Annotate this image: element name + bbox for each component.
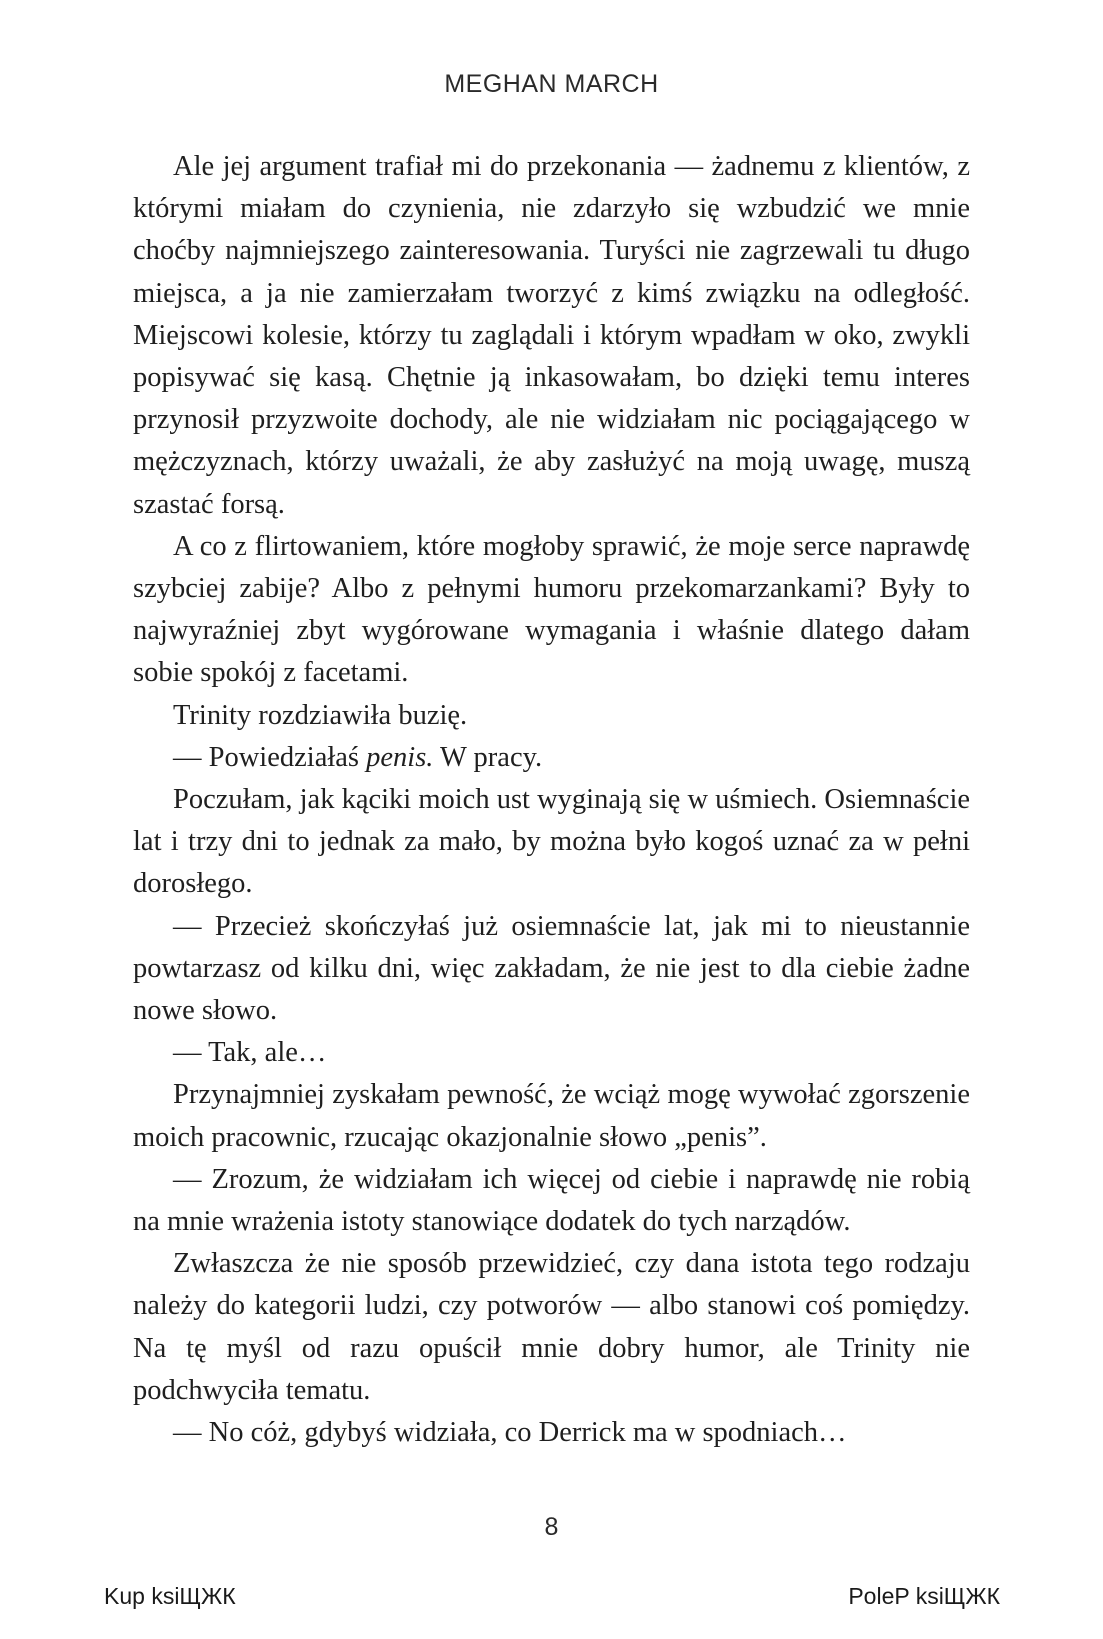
paragraph: Przynajmniej zyskałam pewność, że wciąż mogę wywołać zgorszenie moich pracownic, rzucając okazjonalnie słowo „penis”. [133,1079,970,1153]
paragraph: Zwłaszcza że nie sposób przewidzieć, czy dana istota tego rodzaju należy do kategorii ludzi, czy potworów — albo stanowi coś pomiędzy. Na tę myśl od razu opuścił mnie dobry humor, ale Trinity nie podchwyciła tematu. [133,1248,970,1406]
book-text [133,146,970,1454]
paragraph: — No cóż, gdybyś widziała, co Derrick ma w spodniach… [173,1417,847,1449]
paragraph: Poczułam, jak kąciki moich ust wyginają się w uśmiech. Osiemnaście lat i trzy dni to jednak za mało, by można było kogoś uznać za w pełni dorosłego. [133,784,971,900]
paragraph: Ale jej argument trafiał mi do przekonania — żadnemu z klientów, z którymi miałam do czynienia, nie zdarzyło się wzbudzić we mnie choćby najmniejszego zainteresowania. Turyści nie zagrzewali tu długo miejsca, a ja nie zamierzałam tworzyć z kimś związku na odległość. Miejscowi kolesie, którzy tu zaglądali i którym wpadłam w oko, zwykli popisywać się kasą. Chętnie ją inkasowałam, bo dzięki temu interes przynosił przyzwoite dochody, ale nie widziałam nic pociągającego w mężczyznach, którzy uważali, że aby zasłużyć na moją uwagę, muszą szastać forsą. [133,151,970,520]
running-head-title: MEGHAN MARCH [444,70,659,98]
paragraph: — Przecież skończyłaś już osiemnaście lat, jak mi to nieustannie powtarzasz od kilku dni, więc zakładam, że nie jest to dla ciebie żadne nowe słowo. [133,910,970,1027]
paragraph: — Tak, ale… [173,1037,327,1069]
buy-book-link[interactable]: Kup ksiЩЖК [104,1583,236,1609]
page-number: 8 [544,1513,559,1541]
paragraph: Trinity rozdziawiła buzię. [173,699,468,731]
paragraph: A co z flirtowaniem, które mogłoby sprawić, że moje serce naprawdę szybciej zabije? Albo z pełnymi humoru przekomarzankami? Były to najwyraźniej zbyt wygórowane wymagania i właśnie dlatego dałam sobie spokój z facetami. [133,530,970,689]
rate-book-link[interactable]: PoleP ksiЩЖК [848,1583,1000,1609]
dialogue-text: W pracy. [433,741,543,773]
paragraph-dialogue [133,737,970,779]
paragraph: — Zrozum, że widziałam ich więcej od ciebie i naprawdę nie robią na mnie wrażenia istoty stanowiące dodatek do tych narządów. [133,1163,970,1238]
dialogue-text: — Powiedziałaś [173,741,367,773]
italic-word: penis. [366,741,434,773]
